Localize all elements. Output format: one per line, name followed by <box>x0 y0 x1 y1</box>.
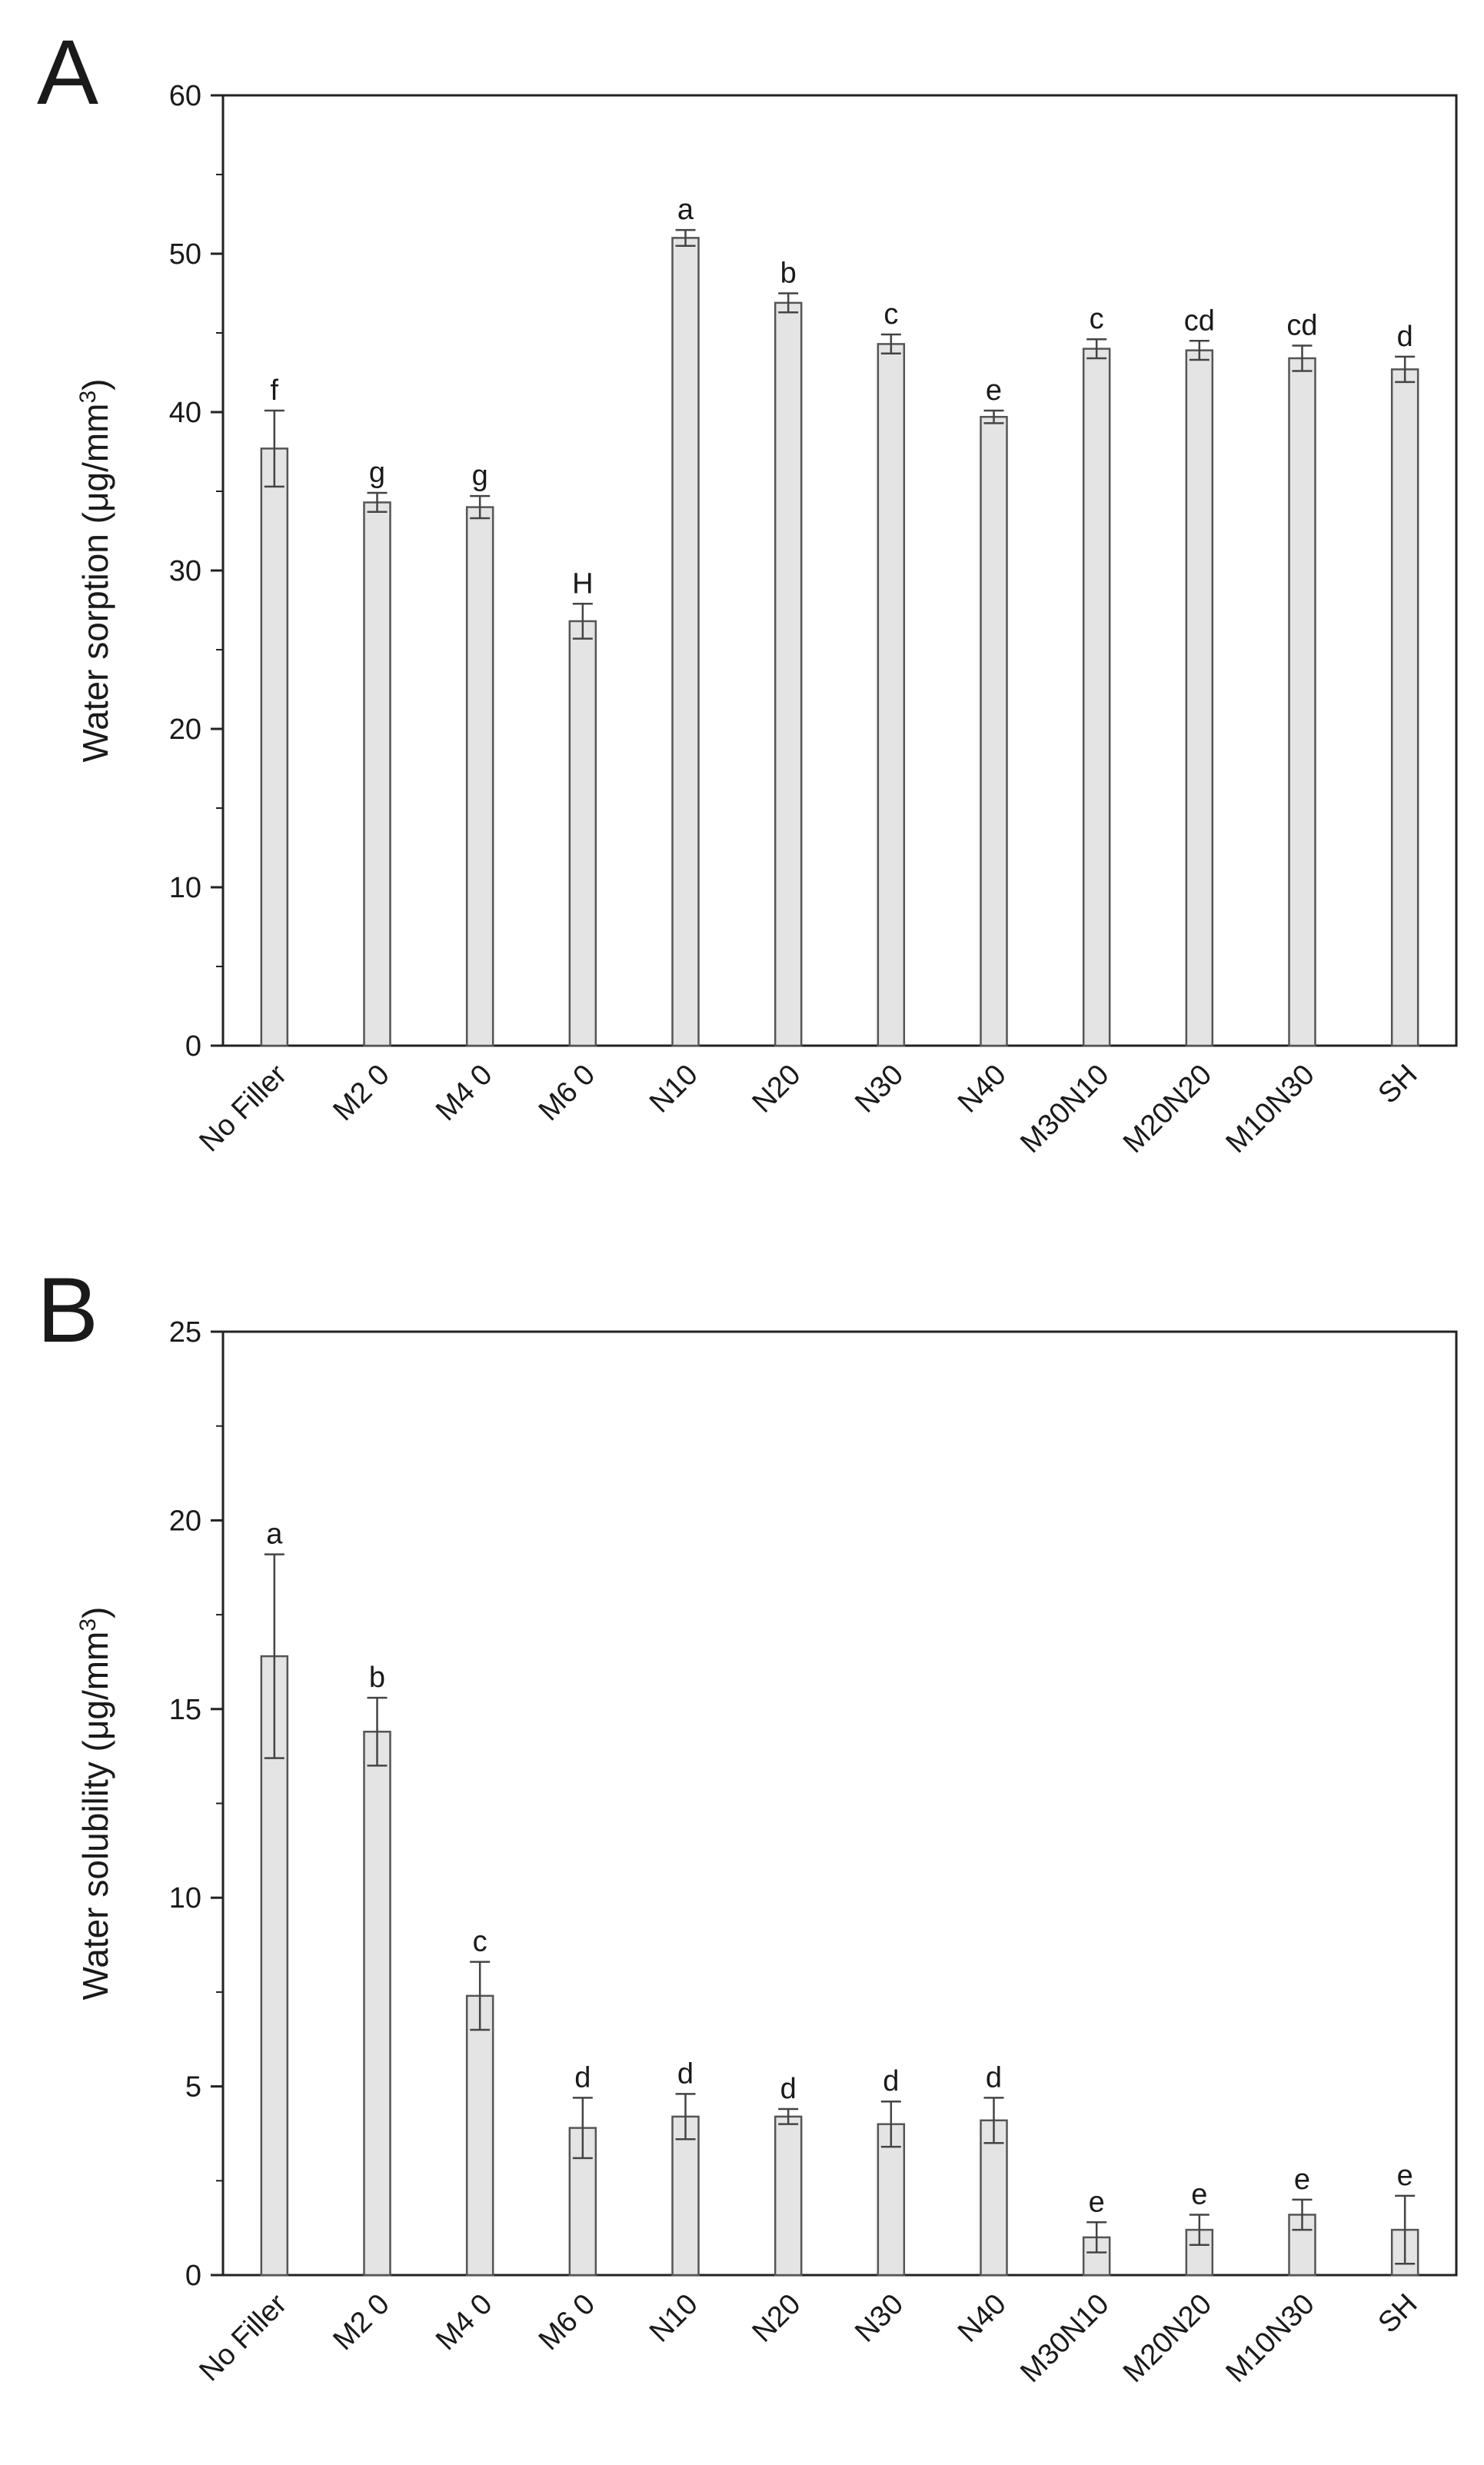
x-tick-label: No Filler <box>193 2287 294 2388</box>
x-tick-label: M4 0 <box>430 2287 499 2357</box>
x-tick-label: M2 0 <box>327 1058 396 1128</box>
x-tick-label: M20N20 <box>1116 2287 1219 2389</box>
significance-label: d <box>985 2061 1003 2094</box>
significance-label: e <box>985 374 1003 407</box>
x-tick-label: M4 0 <box>430 1058 499 1128</box>
significance-label: e <box>1396 2159 1413 2192</box>
bar <box>364 1731 391 2275</box>
x-tick-label: M30N10 <box>1014 2287 1116 2389</box>
x-tick-label: M6 0 <box>532 2287 602 2357</box>
y-tick-label: 60 <box>168 80 201 112</box>
y-tick-label: 20 <box>168 714 201 746</box>
significance-label: c <box>1089 303 1104 336</box>
bar <box>1392 369 1418 1046</box>
bar <box>467 1996 493 2275</box>
x-tick-label: N40 <box>951 1058 1013 1119</box>
bar <box>1289 358 1316 1046</box>
y-axis-title: Water sorption $(\mu g/mm^3)$ <box>75 378 115 763</box>
bar <box>981 417 1007 1046</box>
significance-label: d <box>883 2065 900 2098</box>
x-tick-label: M2 0 <box>327 2287 396 2357</box>
significance-label: e <box>1293 2163 1311 2196</box>
x-tick-label: N30 <box>849 2287 910 2349</box>
x-tick-label: M30N10 <box>1014 1058 1116 1159</box>
y-tick-label: 0 <box>185 1030 201 1063</box>
significance-label: a <box>266 1518 283 1551</box>
y-tick-label: 50 <box>168 238 201 271</box>
x-tick-label: No Filler <box>193 1058 294 1159</box>
significance-label: c <box>472 1925 487 1958</box>
bar <box>1186 351 1213 1046</box>
y-tick-label: 25 <box>168 1316 201 1349</box>
y-tick-label: 40 <box>168 397 201 429</box>
x-tick-label: M6 0 <box>532 1058 602 1128</box>
bar <box>775 303 801 1046</box>
significance-label: e <box>1191 2178 1208 2211</box>
x-tick-label: N10 <box>643 1058 704 1119</box>
x-tick-label: N40 <box>951 2287 1013 2349</box>
x-tick-label: SH <box>1372 1058 1424 1110</box>
significance-label: g <box>471 460 488 493</box>
bar <box>261 448 288 1046</box>
x-tick-label: N20 <box>746 1058 807 1119</box>
x-tick-label: M10N30 <box>1219 2287 1321 2389</box>
bar <box>775 2117 801 2275</box>
y-tick-label: 10 <box>168 872 201 904</box>
y-tick-label: 5 <box>185 2071 201 2104</box>
bar <box>570 621 596 1046</box>
x-tick-label: M20N20 <box>1116 1058 1219 1159</box>
significance-label: c <box>883 298 899 331</box>
y-tick-label: 20 <box>168 1505 201 1538</box>
y-tick-label: 10 <box>168 1882 201 1915</box>
significance-label: d <box>574 2061 591 2094</box>
bar <box>673 2117 699 2275</box>
significance-label: d <box>780 2073 797 2106</box>
significance-label: cd <box>1286 309 1318 342</box>
significance-label: H <box>572 567 594 600</box>
x-tick-label: N30 <box>849 1058 910 1119</box>
bar <box>467 507 493 1046</box>
bar <box>673 238 699 1046</box>
panel-letter: B <box>37 1259 99 1362</box>
significance-label: a <box>677 194 694 227</box>
significance-label: f <box>270 374 279 407</box>
y-tick-label: 30 <box>168 555 201 587</box>
y-axis-title: Water solubility $(\mu g/mm^3)$ <box>75 1606 115 2001</box>
x-tick-label: N10 <box>643 2287 704 2349</box>
significance-label: d <box>677 2057 694 2091</box>
significance-label: b <box>780 257 797 290</box>
bar <box>364 502 391 1046</box>
significance-label: e <box>1088 2186 1105 2219</box>
x-tick-label: SH <box>1372 2287 1424 2340</box>
bar <box>878 344 904 1046</box>
bar <box>1083 349 1110 1046</box>
x-tick-label: N20 <box>746 2287 807 2349</box>
significance-label: g <box>368 457 386 490</box>
significance-label: cd <box>1183 304 1215 338</box>
significance-label: d <box>1396 320 1413 353</box>
panel-letter: A <box>37 21 99 124</box>
y-tick-label: 15 <box>168 1693 201 1726</box>
y-tick-label: 0 <box>185 2260 201 2292</box>
x-tick-label: M10N30 <box>1219 1058 1321 1159</box>
significance-label: b <box>368 1662 386 1695</box>
